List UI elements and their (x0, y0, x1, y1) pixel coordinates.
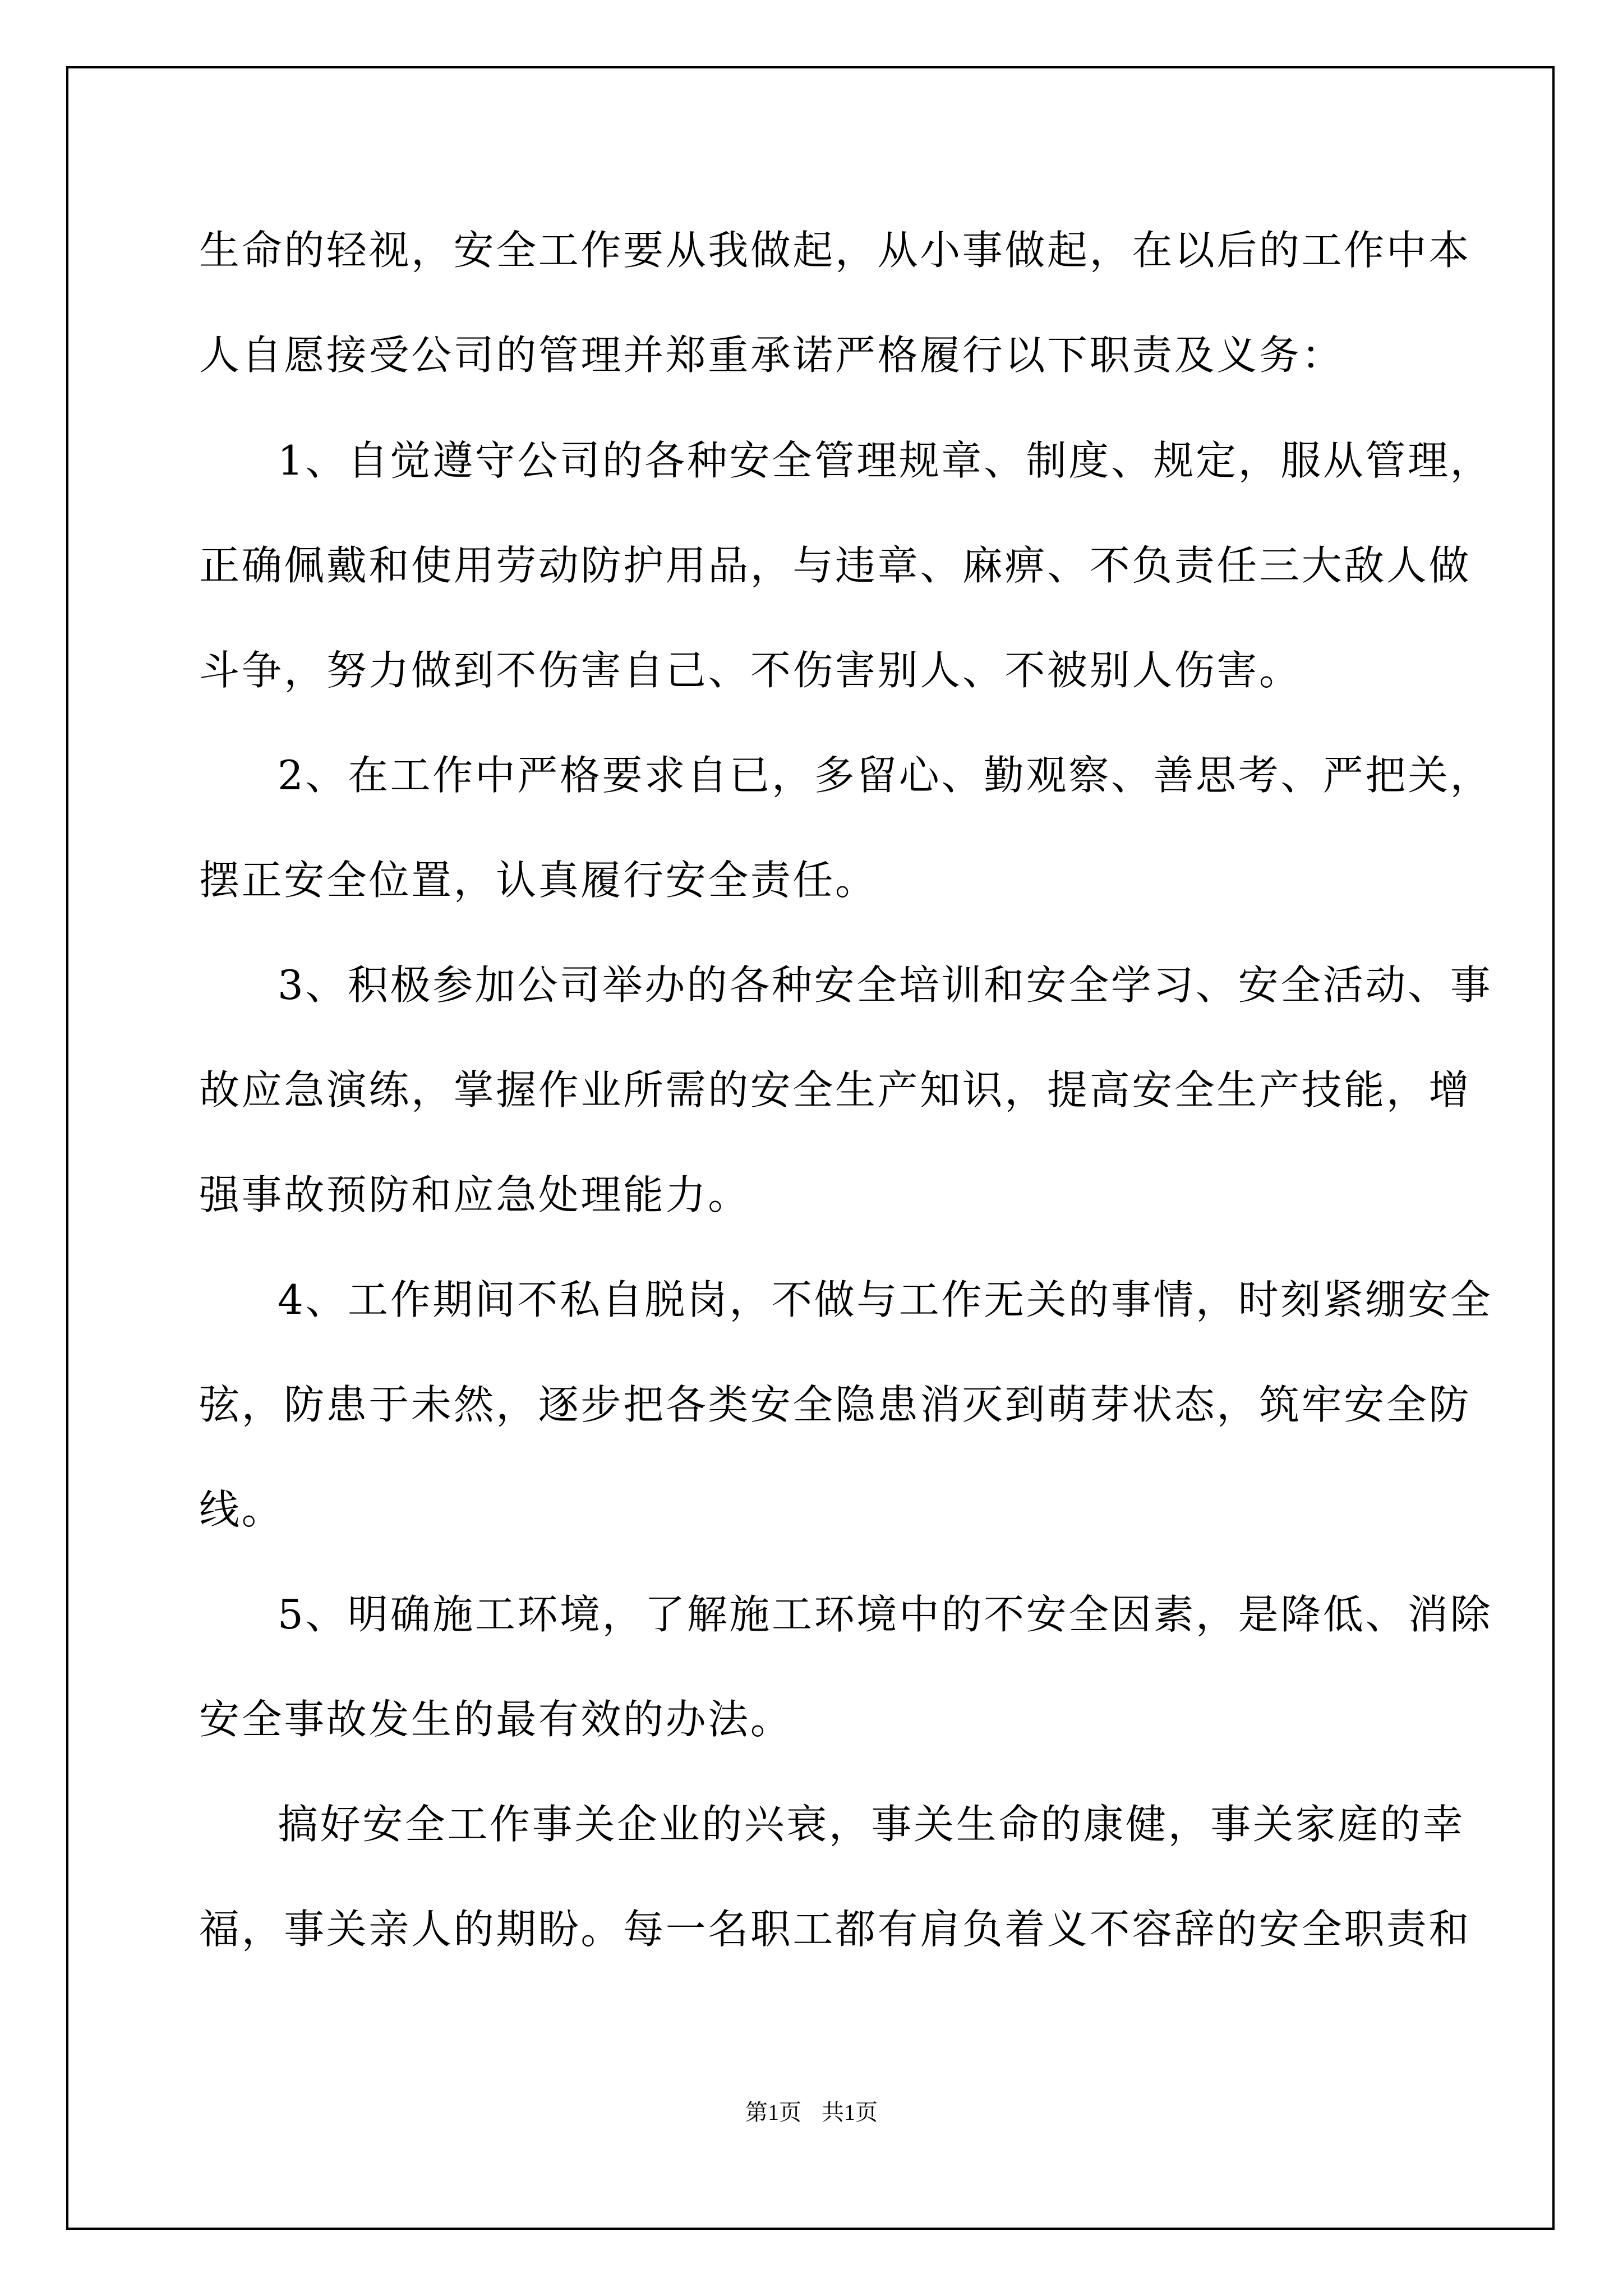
text-line: 人自愿接受公司的管理并郑重承诺严格履行以下职责及义务： (199, 332, 1344, 379)
paragraph-item-5-line: 5、明确施工环境，了解施工环境中的不安全因素，是降低、消除 (278, 1591, 1493, 1638)
text-line: 线。 (199, 1486, 284, 1533)
text-line: 正确佩戴和使用劳动防护用品，与违章、麻痹、不负责任三大敌人做 (199, 542, 1472, 589)
paragraph-item-1-line: 1、自觉遵守公司的各种安全管理规章、制度、规定，服从管理， (278, 437, 1493, 484)
text-line: 斗争，努力做到不伤害自己、不伤害别人、不被别人伤害。 (199, 647, 1302, 694)
paragraph-item-4-line: 4、工作期间不私自脱岗，不做与工作无关的事情，时刻紧绷安全 (278, 1276, 1493, 1323)
page-footer (0, 2097, 1623, 2128)
page-number-total: 共1页 (822, 2100, 878, 2125)
text-line: 弦，防患于未然，逐步把各类安全隐患消灭到萌芽状态，筑牢安全防 (199, 1381, 1472, 1428)
page-number-current: 第1页 (745, 2100, 801, 2125)
paragraph-item-3-line: 3、积极参加公司举办的各种安全培训和安全学习、安全活动、事 (278, 961, 1493, 1009)
text-line: 摆正安全位置，认真履行安全责任。 (199, 857, 878, 904)
text-line: 福，事关亲人的期盼。每一名职工都有肩负着义不容辞的安全职责和 (199, 1906, 1472, 1953)
text-line: 安全事故发生的最有效的办法。 (199, 1696, 793, 1743)
text-line: 强事故预防和应急处理能力。 (199, 1171, 750, 1218)
text-line: 故应急演练，掌握作业所需的安全生产知识，提高安全生产技能，增 (199, 1066, 1472, 1114)
closing-paragraph-line: 搞好安全工作事关企业的兴衰，事关生命的康健，事关家庭的幸 (278, 1801, 1465, 1848)
paragraph-item-2-line: 2、在工作中严格要求自已，多留心、勤观察、善思考、严把关， (278, 752, 1493, 799)
text-line: 生命的轻视，安全工作要从我做起，从小事做起，在以后的工作中本 (199, 227, 1472, 274)
